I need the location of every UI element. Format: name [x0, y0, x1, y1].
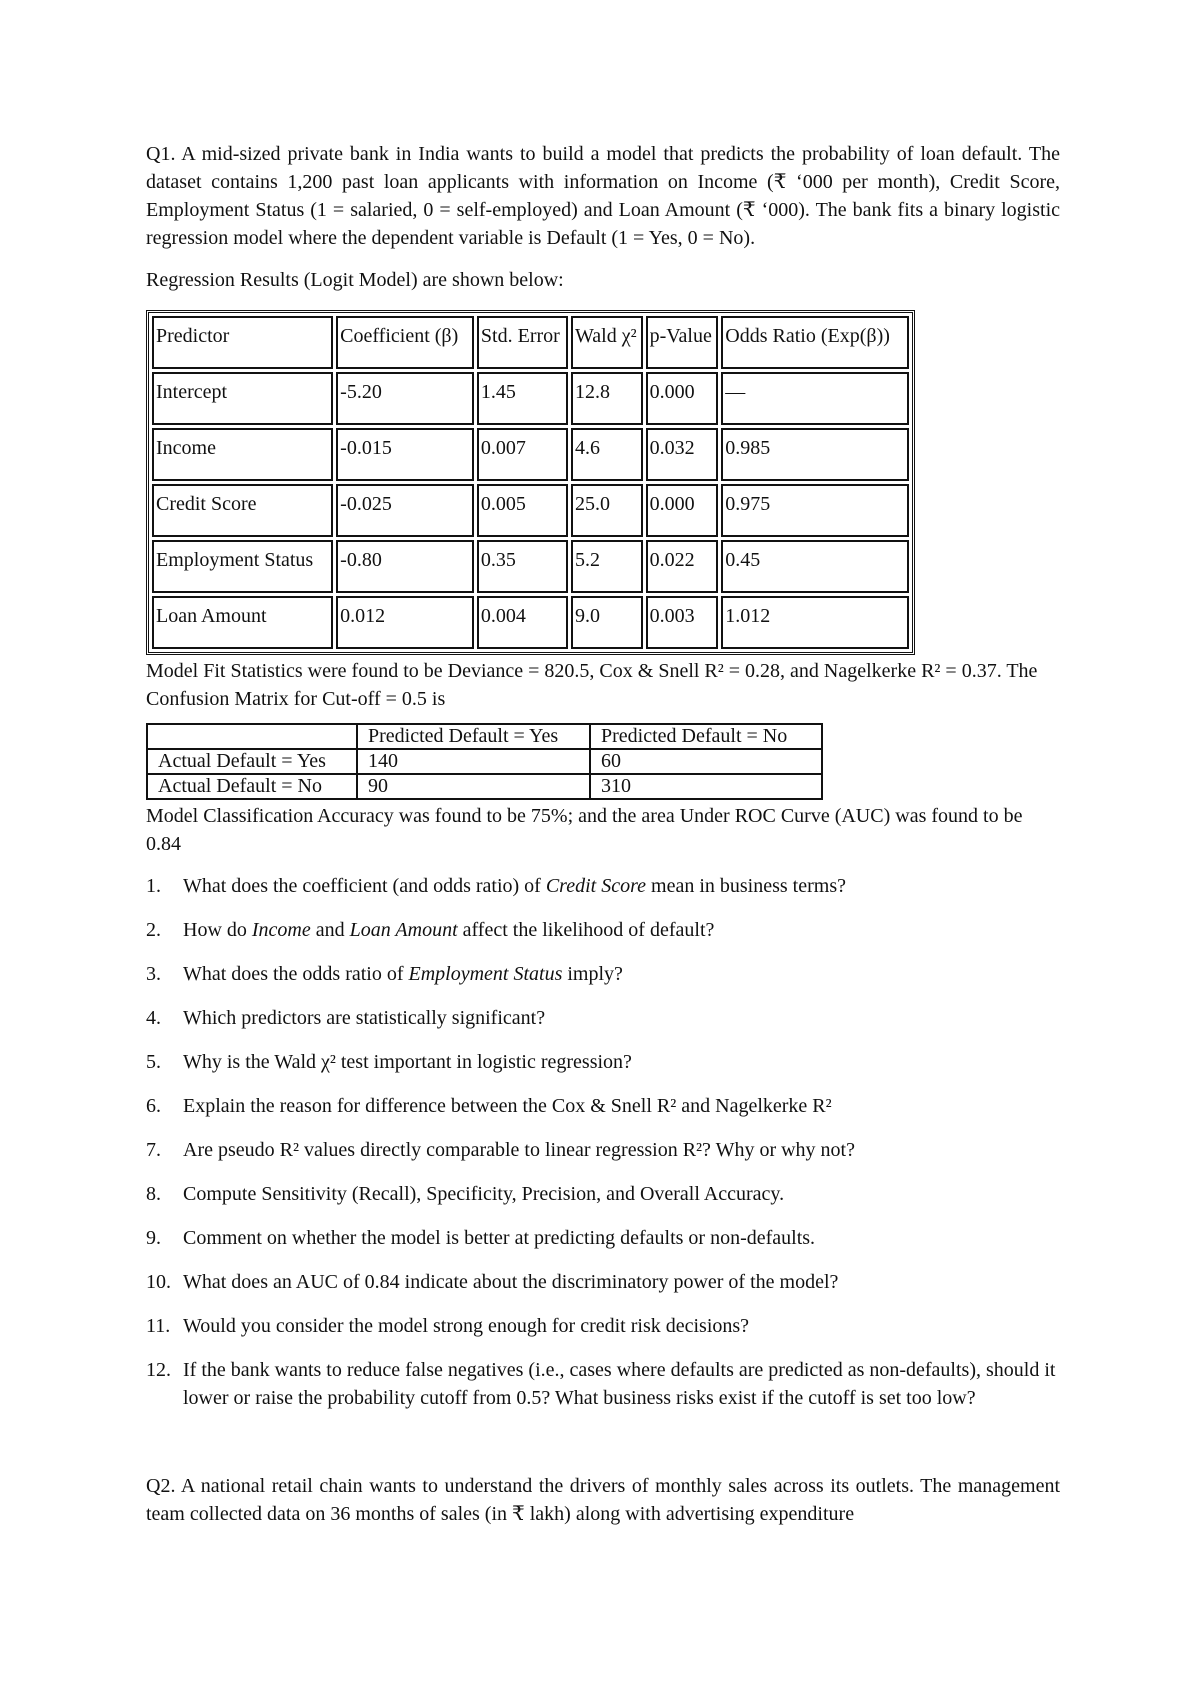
table-cell: 12.8 — [571, 372, 643, 425]
question-emphasis: Employment Status — [408, 963, 563, 985]
list-item — [146, 1004, 1060, 1032]
table-cell: 0.45 — [721, 540, 909, 593]
question-emphasis: Credit Score — [545, 875, 647, 897]
table-cell: Income — [152, 428, 333, 481]
question-number: 12. — [146, 1359, 171, 1381]
list-item — [146, 1356, 1060, 1412]
question-text: If the bank wants to reduce false negatives (i.e., cases where defaults are predicted as non-defaults), should it lower or raise the probability cutoff from 0.5? What business risks exist if the cutoff is set too low? — [183, 1359, 1056, 1409]
table-row — [147, 749, 822, 774]
table-cell: 0.004 — [477, 596, 568, 649]
question-text: What does an AUC of 0.84 indicate about the discriminatory power of the model? — [183, 1271, 839, 1293]
question-number: 2. — [146, 919, 161, 941]
table-cell: 1.45 — [477, 372, 568, 425]
confusion-header-row — [147, 724, 822, 749]
list-item — [146, 1092, 1060, 1120]
question-text: Comment on whether the model is better at predicting defaults or non-defaults. — [183, 1227, 816, 1249]
table-cell: Intercept — [152, 372, 333, 425]
question-number: 1. — [146, 875, 161, 897]
list-item — [146, 1268, 1060, 1296]
q1-intro: Q1. A mid-sized private bank in India wants to build a model that predicts the probability of loan default. The dataset contains 1,200 past loan applicants with information on Income (₹ ‘000 per month), Credit Score, Employment Status (1 = salaried, 0 = self-employed) and Loan Amount (₹ ‘000). The bank fits a binary logistic regression model where the dependent variable is Default (1 = Yes, 0 = No). — [146, 143, 1060, 249]
regression-header-row — [152, 316, 909, 369]
table-row — [152, 596, 909, 649]
question-emphasis: Loan Amount — [349, 919, 458, 941]
header-cell: Coefficient (β) — [336, 316, 474, 369]
question-number: 5. — [146, 1051, 161, 1073]
question-emphasis: Income — [251, 919, 311, 941]
question-number: 11. — [146, 1315, 171, 1337]
list-item — [146, 1048, 1060, 1076]
table-row — [152, 540, 909, 593]
header-cell: Predicted Default = Yes — [357, 724, 590, 749]
model-fit-text: Model Fit Statistics were found to be Deviance = 820.5, Cox & Snell R² = 0.28, and Nagelkerke R² = 0.37. The Confusion Matrix for Cut-off = 0.5 is — [146, 660, 1038, 710]
question-number: 4. — [146, 1007, 161, 1029]
row-label: Actual Default = No — [147, 774, 357, 799]
question-number: 6. — [146, 1095, 161, 1117]
question-number: 7. — [146, 1139, 161, 1161]
question-text-part: affect the likelihood of default? — [457, 919, 715, 941]
list-item — [146, 916, 1060, 944]
question-text-part: How do — [183, 919, 252, 941]
table-cell: 5.2 — [571, 540, 643, 593]
header-cell: Std. Error — [477, 316, 568, 369]
question-text — [183, 916, 1060, 944]
header-cell: Predicted Default = No — [590, 724, 822, 749]
table-row — [147, 774, 822, 799]
table-cell: — — [721, 372, 909, 425]
regression-table — [146, 310, 915, 655]
corner-cell — [147, 724, 357, 749]
question-text: Would you consider the model strong enough for credit risk decisions? — [183, 1315, 750, 1337]
table-cell: 0.007 — [477, 428, 568, 481]
question-text-part: What does the odds ratio of — [183, 963, 409, 985]
q2-intro: Q2. A national retail chain wants to understand the drivers of monthly sales across its outlets. The management team collected data on 36 months of sales (in ₹ lakh) along with advertising expenditure — [146, 1475, 1060, 1525]
table-cell: -0.80 — [336, 540, 474, 593]
list-item — [146, 1136, 1060, 1164]
question-text-part: imply? — [562, 963, 623, 985]
question-text-part: mean in business terms? — [646, 875, 846, 897]
list-item — [146, 1224, 1060, 1252]
list-item — [146, 1180, 1060, 1208]
table-cell: 1.012 — [721, 596, 909, 649]
accuracy-text: Model Classification Accuracy was found to be 75%; and the area Under ROC Curve (AUC) was found to be 0.84 — [146, 805, 1023, 855]
table-cell: -5.20 — [336, 372, 474, 425]
question-list — [146, 872, 1060, 1412]
table-cell: 0.000 — [646, 484, 719, 537]
header-cell: p-Value — [646, 316, 719, 369]
table-cell: 0.35 — [477, 540, 568, 593]
table-cell: 60 — [590, 749, 822, 774]
row-label: Actual Default = Yes — [147, 749, 357, 774]
question-text: Are pseudo R² values directly comparable to linear regression R²? Why or why not? — [183, 1139, 855, 1161]
table-cell: 0.000 — [646, 372, 719, 425]
table-cell: 0.985 — [721, 428, 909, 481]
question-text: Explain the reason for difference between the Cox & Snell R² and Nagelkerke R² — [183, 1095, 832, 1117]
header-cell: Predictor — [152, 316, 333, 369]
table-row — [152, 484, 909, 537]
question-text: Compute Sensitivity (Recall), Specificity, Precision, and Overall Accuracy. — [183, 1183, 785, 1205]
header-cell: Wald χ² — [571, 316, 643, 369]
table-cell: 0.032 — [646, 428, 719, 481]
question-text-part: What does the coefficient (and odds ratio) of — [183, 875, 546, 897]
table-cell: 4.6 — [571, 428, 643, 481]
document-page — [146, 140, 1060, 1528]
table-row — [152, 372, 909, 425]
regression-results-label: Regression Results (Logit Model) are shown below: — [146, 269, 564, 291]
table-cell: -0.015 — [336, 428, 474, 481]
question-text: Which predictors are statistically significant? — [183, 1007, 546, 1029]
question-text: Why is the Wald χ² test important in logistic regression? — [183, 1051, 632, 1073]
table-cell: 25.0 — [571, 484, 643, 537]
question-number: 3. — [146, 963, 161, 985]
table-cell: Credit Score — [152, 484, 333, 537]
table-cell: 0.003 — [646, 596, 719, 649]
table-cell: 90 — [357, 774, 590, 799]
confusion-matrix-table — [146, 723, 823, 800]
question-text — [183, 960, 1060, 988]
table-cell: 0.005 — [477, 484, 568, 537]
table-row — [152, 428, 909, 481]
question-number: 9. — [146, 1227, 161, 1249]
table-cell: 0.012 — [336, 596, 474, 649]
table-cell: 140 — [357, 749, 590, 774]
table-cell: 310 — [590, 774, 822, 799]
table-cell: Employment Status — [152, 540, 333, 593]
question-number: 8. — [146, 1183, 161, 1205]
header-cell: Odds Ratio (Exp(β)) — [721, 316, 909, 369]
table-cell: 9.0 — [571, 596, 643, 649]
question-number: 10. — [146, 1271, 171, 1293]
table-cell: 0.022 — [646, 540, 719, 593]
table-cell: -0.025 — [336, 484, 474, 537]
question-text-part: and — [310, 919, 350, 941]
table-cell: Loan Amount — [152, 596, 333, 649]
list-item — [146, 872, 1060, 900]
list-item — [146, 960, 1060, 988]
list-item — [146, 1312, 1060, 1340]
question-text — [183, 872, 1060, 900]
table-cell: 0.975 — [721, 484, 909, 537]
